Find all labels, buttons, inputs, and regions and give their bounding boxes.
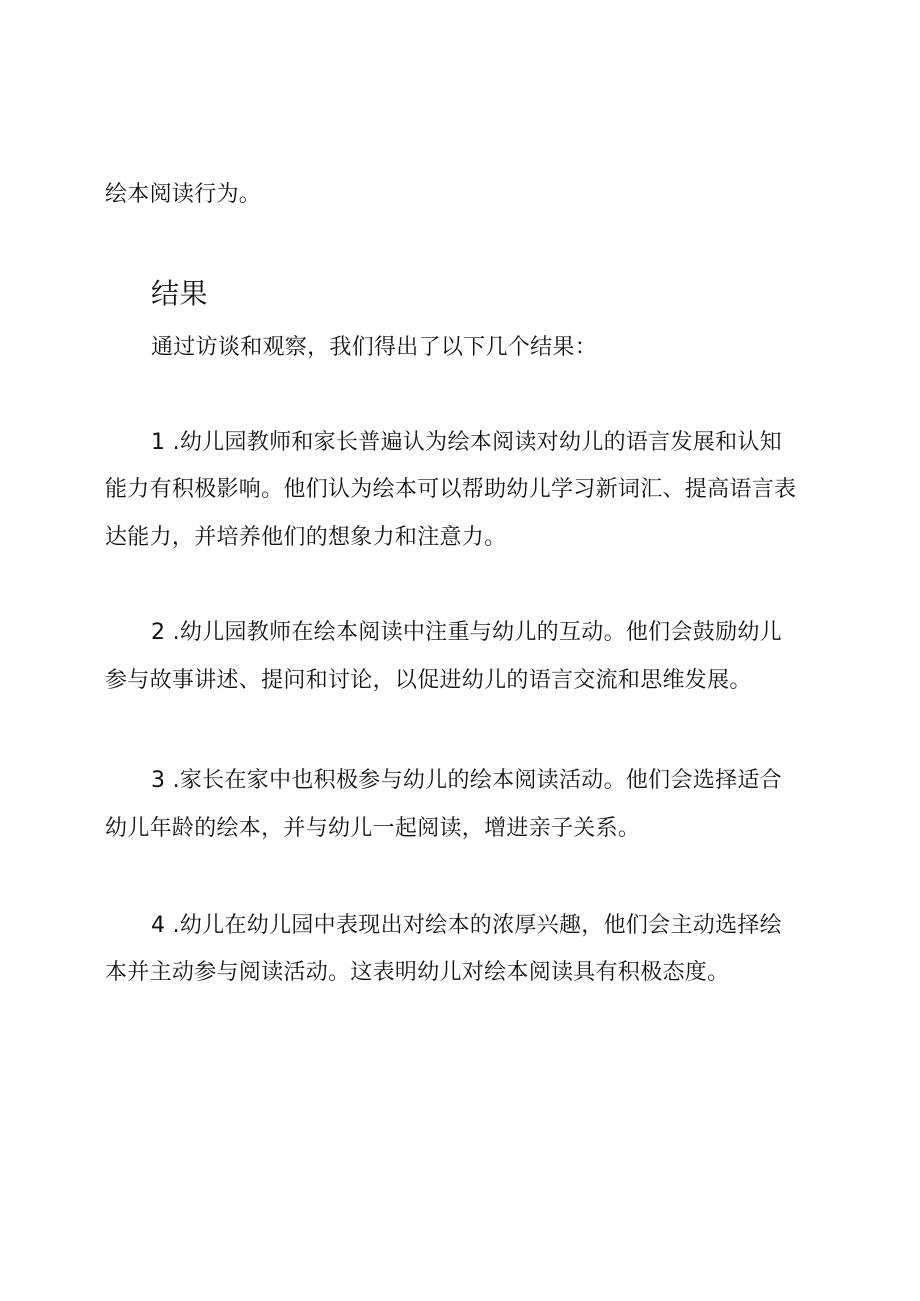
result-item-line: 幼儿年龄的绘本，并与幼儿一起阅读，增进亲子关系。 xyxy=(105,816,641,841)
section-intro: 通过访谈和观察，我们得出了以下几个结果： xyxy=(151,335,598,360)
result-item-line: 参与故事讲述、提问和讨论，以促进幼儿的语言交流和思维发展。 xyxy=(105,668,752,693)
result-item-line: 达能力，并培养他们的想象力和注意力。 xyxy=(105,525,507,550)
result-item-line: 1 .幼儿园教师和家长普遍认为绘本阅读对幼儿的语言发展和认知 xyxy=(151,430,782,455)
result-item-line: 3 .家长在家中也积极参与幼儿的绘本阅读活动。他们会选择适合 xyxy=(151,768,782,793)
result-item-line: 能力有积极影响。他们认为绘本可以帮助幼儿学习新词汇、提高语言表 xyxy=(105,477,797,502)
result-item-line: 本并主动参与阅读活动。这表明幼儿对绘本阅读具有积极态度。 xyxy=(105,960,730,985)
result-item-line: 4 .幼儿在幼儿园中表现出对绘本的浓厚兴趣，他们会主动选择绘 xyxy=(151,913,782,938)
continuation-text: 绘本阅读行为。 xyxy=(105,182,262,207)
section-heading: 结果 xyxy=(151,277,209,310)
result-item-line: 2 .幼儿园教师在绘本阅读中注重与幼儿的互动。他们会鼓励幼儿 xyxy=(151,620,782,645)
